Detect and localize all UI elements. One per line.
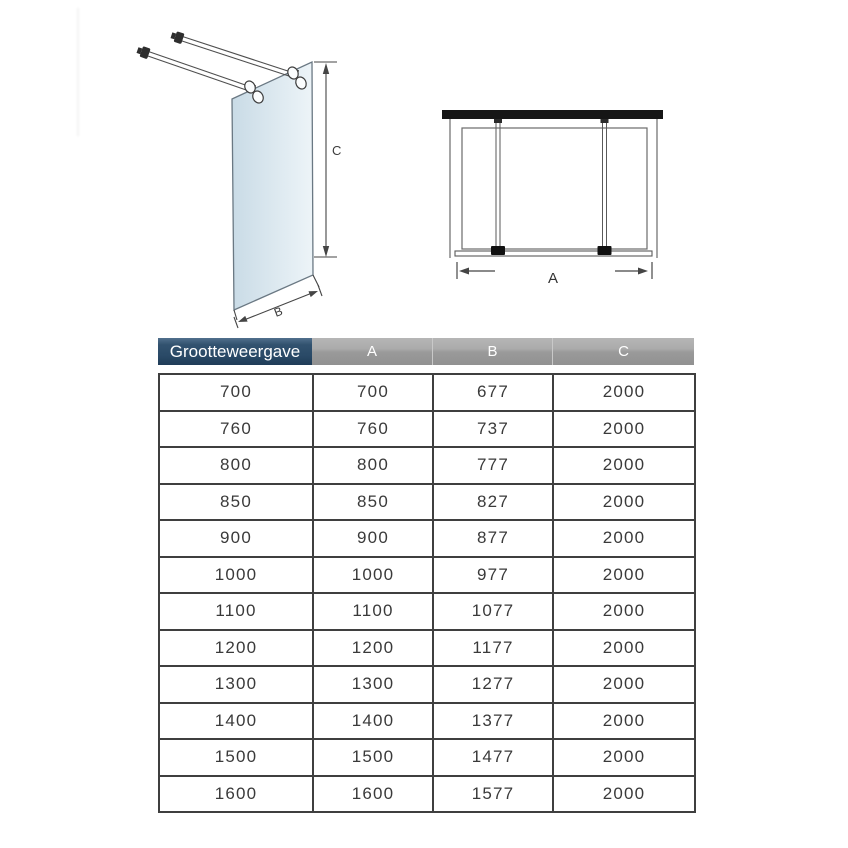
glass-outline bbox=[450, 119, 657, 258]
table-cell: 1077 bbox=[433, 593, 553, 630]
dim-line-c bbox=[314, 62, 337, 257]
table-cell: 1200 bbox=[159, 630, 313, 667]
rod-clamp-left bbox=[491, 246, 505, 255]
table-cell: 1400 bbox=[159, 703, 313, 740]
table-row bbox=[159, 557, 695, 594]
table-row bbox=[159, 520, 695, 557]
table-cell: 2000 bbox=[553, 520, 695, 557]
size-table bbox=[158, 373, 696, 813]
table-row bbox=[159, 776, 695, 813]
table-cell: 760 bbox=[313, 411, 433, 448]
support-rod-left bbox=[496, 119, 500, 251]
table-cell: 2000 bbox=[553, 776, 695, 813]
table-cell: 2000 bbox=[553, 593, 695, 630]
table-cell: 1600 bbox=[313, 776, 433, 813]
table-cell: 1277 bbox=[433, 666, 553, 703]
support-bar-rear bbox=[179, 36, 297, 78]
table-cell: 1500 bbox=[313, 739, 433, 776]
table-cell: 1300 bbox=[313, 666, 433, 703]
wall-anchor-front bbox=[136, 45, 151, 59]
table-cell: 1577 bbox=[433, 776, 553, 813]
table-cell: 1300 bbox=[159, 666, 313, 703]
top-view-diagram bbox=[435, 95, 705, 295]
header-cell-c: C bbox=[552, 338, 694, 365]
table-cell: 827 bbox=[433, 484, 553, 521]
table-cell: 1000 bbox=[159, 557, 313, 594]
table-row bbox=[159, 630, 695, 667]
table-row bbox=[159, 666, 695, 703]
table-cell: 1600 bbox=[159, 776, 313, 813]
arrowhead-right bbox=[309, 291, 319, 297]
support-rod-right bbox=[603, 119, 607, 251]
support-bar-front bbox=[145, 51, 254, 92]
inner-frame bbox=[462, 128, 647, 249]
side-view-diagram bbox=[120, 20, 350, 340]
table-cell: 1377 bbox=[433, 703, 553, 740]
rod-wall-mount-right bbox=[601, 119, 609, 123]
table-cell: 1100 bbox=[159, 593, 313, 630]
table-cell: 2000 bbox=[553, 447, 695, 484]
bottom-rail bbox=[455, 251, 652, 256]
table-cell: 1000 bbox=[313, 557, 433, 594]
dim-label-b: B bbox=[272, 303, 285, 320]
table-cell: 1477 bbox=[433, 739, 553, 776]
table-cell: 700 bbox=[313, 374, 433, 411]
dim-label-a: A bbox=[547, 270, 559, 287]
rod-clamp-right bbox=[598, 246, 612, 255]
size-table-header bbox=[158, 338, 694, 365]
arrowhead-left bbox=[459, 268, 469, 275]
header-cell-b: B bbox=[432, 338, 552, 365]
table-cell: 777 bbox=[433, 447, 553, 484]
table-cell: 900 bbox=[159, 520, 313, 557]
table-cell: 1200 bbox=[313, 630, 433, 667]
table-cell: 2000 bbox=[553, 666, 695, 703]
rod-wall-mount-left bbox=[494, 119, 502, 123]
table-cell: 900 bbox=[313, 520, 433, 557]
arrowhead-left bbox=[238, 316, 248, 322]
table-cell: 2000 bbox=[553, 739, 695, 776]
table-row bbox=[159, 374, 695, 411]
dim-label-c: C bbox=[332, 143, 342, 158]
table-row bbox=[159, 484, 695, 521]
header-cell-size-label: Grootteweergave bbox=[158, 338, 312, 365]
table-cell: 677 bbox=[433, 374, 553, 411]
table-cell: 800 bbox=[159, 447, 313, 484]
table-cell: 2000 bbox=[553, 630, 695, 667]
table-cell: 2000 bbox=[553, 484, 695, 521]
table-cell: 1177 bbox=[433, 630, 553, 667]
arrowhead-right bbox=[638, 268, 648, 275]
table-cell: 760 bbox=[159, 411, 313, 448]
table-cell: 1500 bbox=[159, 739, 313, 776]
table-cell: 877 bbox=[433, 520, 553, 557]
table-cell: 1400 bbox=[313, 703, 433, 740]
table-row bbox=[159, 593, 695, 630]
table-cell: 850 bbox=[313, 484, 433, 521]
table-cell: 977 bbox=[433, 557, 553, 594]
watermark-smudge bbox=[77, 8, 79, 136]
header-cell-a: A bbox=[312, 338, 432, 365]
glass-panel bbox=[232, 62, 313, 310]
arrowhead-up bbox=[323, 63, 329, 74]
wall-anchor-rear bbox=[170, 30, 185, 44]
table-cell: 737 bbox=[433, 411, 553, 448]
table-cell: 2000 bbox=[553, 557, 695, 594]
table-cell: 800 bbox=[313, 447, 433, 484]
table-row bbox=[159, 703, 695, 740]
table-row bbox=[159, 739, 695, 776]
table-cell: 1100 bbox=[313, 593, 433, 630]
wall-bar bbox=[442, 110, 663, 119]
table-cell: 700 bbox=[159, 374, 313, 411]
table-cell: 2000 bbox=[553, 411, 695, 448]
arrowhead-down bbox=[323, 246, 329, 257]
table-cell: 850 bbox=[159, 484, 313, 521]
table-row bbox=[159, 411, 695, 448]
table-cell: 2000 bbox=[553, 703, 695, 740]
table-cell: 2000 bbox=[553, 374, 695, 411]
table-row bbox=[159, 447, 695, 484]
